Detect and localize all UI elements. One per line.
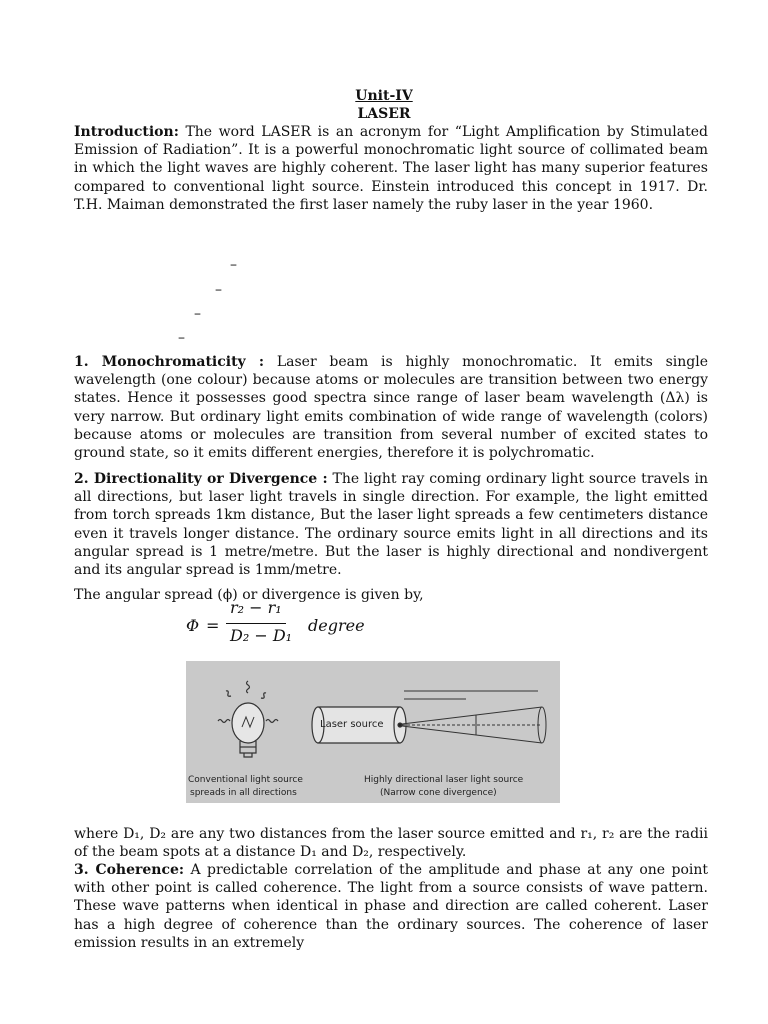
formula-phi: Φ: [186, 616, 200, 635]
laser-caption-2: (Narrow cone divergence): [380, 788, 497, 798]
coherence-text: A predictable correlation of the amplitude and phase at any one point with other point is called coherence. The light from a source consists of wave pattern. These wave patterns when identical in phase and direction are called coherent. Laser has a high degree of coherence than the ordinary sources. The coherence of laser emission results in an extremely: [74, 862, 708, 951]
intro-paragraph: [74, 123, 708, 214]
formula-denominator: D₂ − D₁: [230, 626, 293, 645]
coherence-paragraph: [74, 861, 708, 952]
dash-4: –: [178, 330, 185, 346]
coherence-heading: 3. Coherence:: [74, 862, 185, 878]
monochromaticity-text: Laser beam is highly monochromatic. It emits single wavelength (one colour) because atoms or molecules are transition between two energy states. Hence it possesses good spectra since range of laser beam wavelength (Δλ) is very narrow. But ordinary light emits combination of wide range of wavelength (colors) because atoms or molecules are transition from several number of excited states to ground state, so it emits different energies, therefore it is polychromatic.: [74, 354, 708, 462]
conventional-caption-1: Conventional light source: [188, 775, 303, 785]
divergence-figure: [186, 661, 560, 803]
conventional-caption-2: spreads in all directions: [190, 788, 297, 798]
monochromaticity-paragraph: [74, 353, 708, 462]
monochromaticity-heading: 1. Monochromaticity :: [74, 354, 265, 370]
divergence-formula: [186, 598, 386, 648]
dash-2: –: [215, 282, 222, 298]
directionality-paragraph: [74, 470, 708, 579]
laser-title: LASER: [357, 106, 411, 122]
formula-fraction-bar: [226, 623, 286, 624]
directionality-heading: 2. Directionality or Divergence :: [74, 471, 328, 487]
laser-caption-1: Highly directional laser light source: [364, 775, 524, 785]
directionality-text: The light ray coming ordinary light source travels in all directions, but laser light travels in single direction. For example, the light emitted from torch spreads 1km distance, But the laser light spreads a few centimeters distance even it travels longer distance. The ordinary source emits light in all directions and its angular spread is 1 metre/metre. But the laser is highly directional and nondivergent and its angular spread is 1mm/metre.: [74, 471, 708, 579]
formula-numerator: r₂ − r₁: [230, 598, 282, 617]
dash-3: –: [194, 306, 201, 322]
angular-spread-intro: The angular spread (ϕ) or divergence is given by,: [74, 587, 424, 603]
intro-heading: Introduction:: [74, 124, 179, 140]
where-paragraph: where D₁, D₂ are any two distances from the laser source emitted and r₁, r₂ are the radii of the beam spots at a distance D₁ and D₂, respectively.: [74, 826, 708, 861]
light-bulb-icon: [218, 681, 278, 757]
formula-unit: degree: [308, 616, 365, 635]
dash-1: –: [230, 257, 237, 273]
unit-heading: Unit-IV: [355, 88, 413, 104]
laser-beam-cone: [402, 691, 546, 743]
laser-source-label: Laser source: [320, 719, 384, 730]
formula-equals: =: [206, 616, 220, 635]
intro-text: The word LASER is an acronym for “Light Amplification by Stimulated Emission of Radiation”. It is a powerful monochromatic light source of collimated beam in which the light waves are highly coherent. The laser light has many superior features compared to conventional light source. Einstein introduced this concept in 1917. Dr. T.H. Maiman demonstrated the first laser namely the ruby laser in the year 1960.: [74, 124, 708, 213]
